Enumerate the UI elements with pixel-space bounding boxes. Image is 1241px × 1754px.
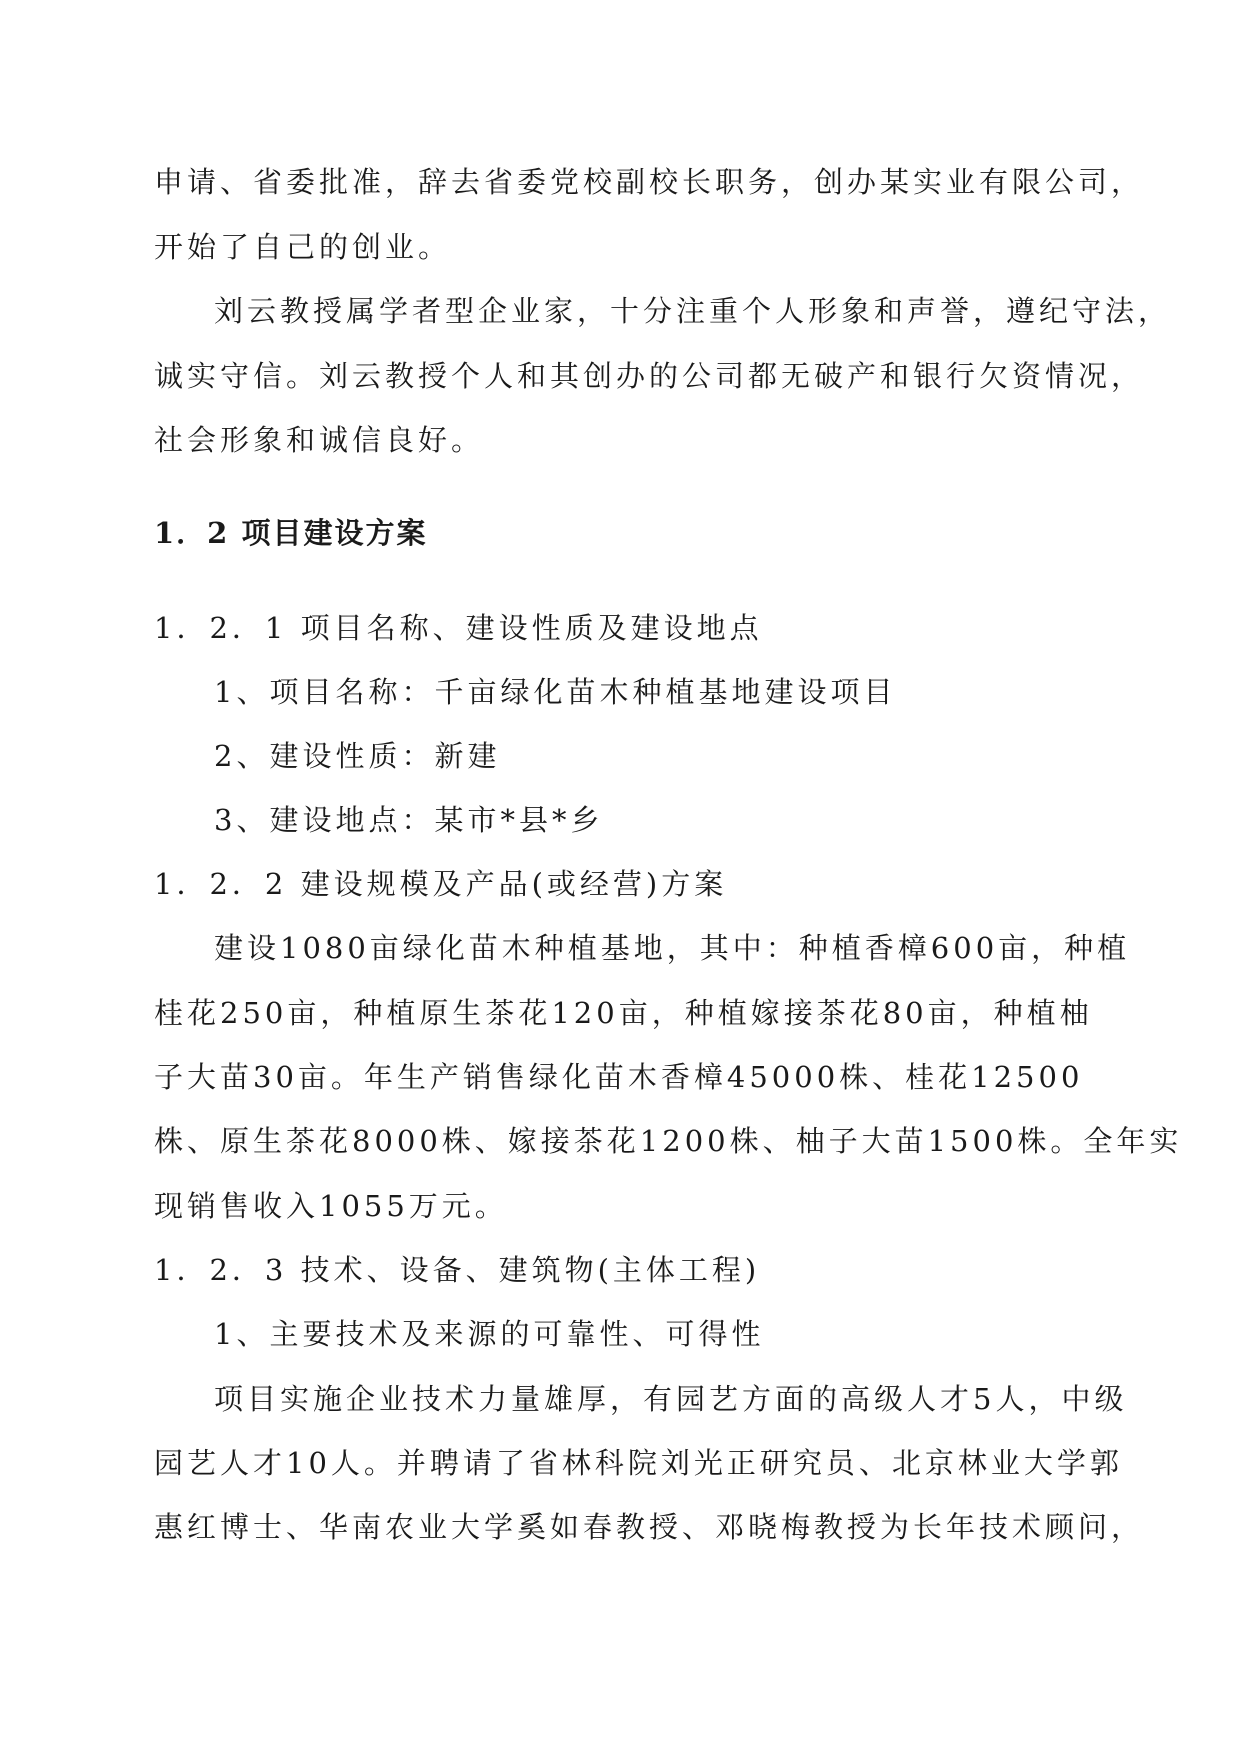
subsection-heading: 1．2．2 建设规模及产品(或经营)方案 — [154, 867, 728, 901]
paragraph-line: 桂花250亩，种植原生茶花120亩，种植嫁接茶花80亩，种植柚 — [154, 996, 1093, 1030]
paragraph-line: 刘云教授属学者型企业家，十分注重个人形象和声誉，遵纪守法， — [214, 294, 1172, 328]
section-heading: 1．2 项目建设方案 — [154, 516, 428, 550]
subsection-heading: 1．2．3 技术、设备、建筑物(主体工程) — [154, 1253, 761, 1287]
paragraph-line: 子大苗30亩。年生产销售绿化苗木香樟45000株、桂花12500 — [154, 1060, 1084, 1094]
paragraph-line: 株、原生茶花8000株、嫁接茶花1200株、柚子大苗1500株。全年实 — [154, 1124, 1183, 1158]
paragraph-line: 社会形象和诚信良好。 — [154, 423, 485, 457]
paragraph-line: 诚实守信。刘云教授个人和其创办的公司都无破产和银行欠资情况， — [154, 359, 1145, 393]
list-item: 3、建设地点：某市*县*乡 — [214, 803, 604, 837]
paragraph-line: 项目实施企业技术力量雄厚，有园艺方面的高级人才5人，中级 — [214, 1382, 1128, 1416]
paragraph-line: 园艺人才10人。并聘请了省林科院刘光正研究员、北京林业大学郭 — [154, 1446, 1123, 1480]
list-item: 1、主要技术及来源的可靠性、可得性 — [214, 1317, 765, 1351]
paragraph-line: 建设1080亩绿化苗木种植基地，其中：种植香樟600亩，种植 — [214, 931, 1131, 965]
paragraph-line: 开始了自己的创业。 — [154, 230, 452, 264]
list-item: 1、项目名称：千亩绿化苗木种植基地建设项目 — [214, 675, 897, 709]
paragraph-line: 现销售收入1055万元。 — [154, 1189, 508, 1223]
subsection-heading: 1．2．1 项目名称、建设性质及建设地点 — [154, 611, 763, 645]
paragraph-line: 申请、省委批准，辞去省委党校副校长职务，创办某实业有限公司， — [154, 165, 1145, 199]
list-item: 2、建设性质：新建 — [214, 739, 501, 773]
paragraph-line: 惠红博士、华南农业大学奚如春教授、邓晓梅教授为长年技术顾问， — [154, 1510, 1145, 1544]
